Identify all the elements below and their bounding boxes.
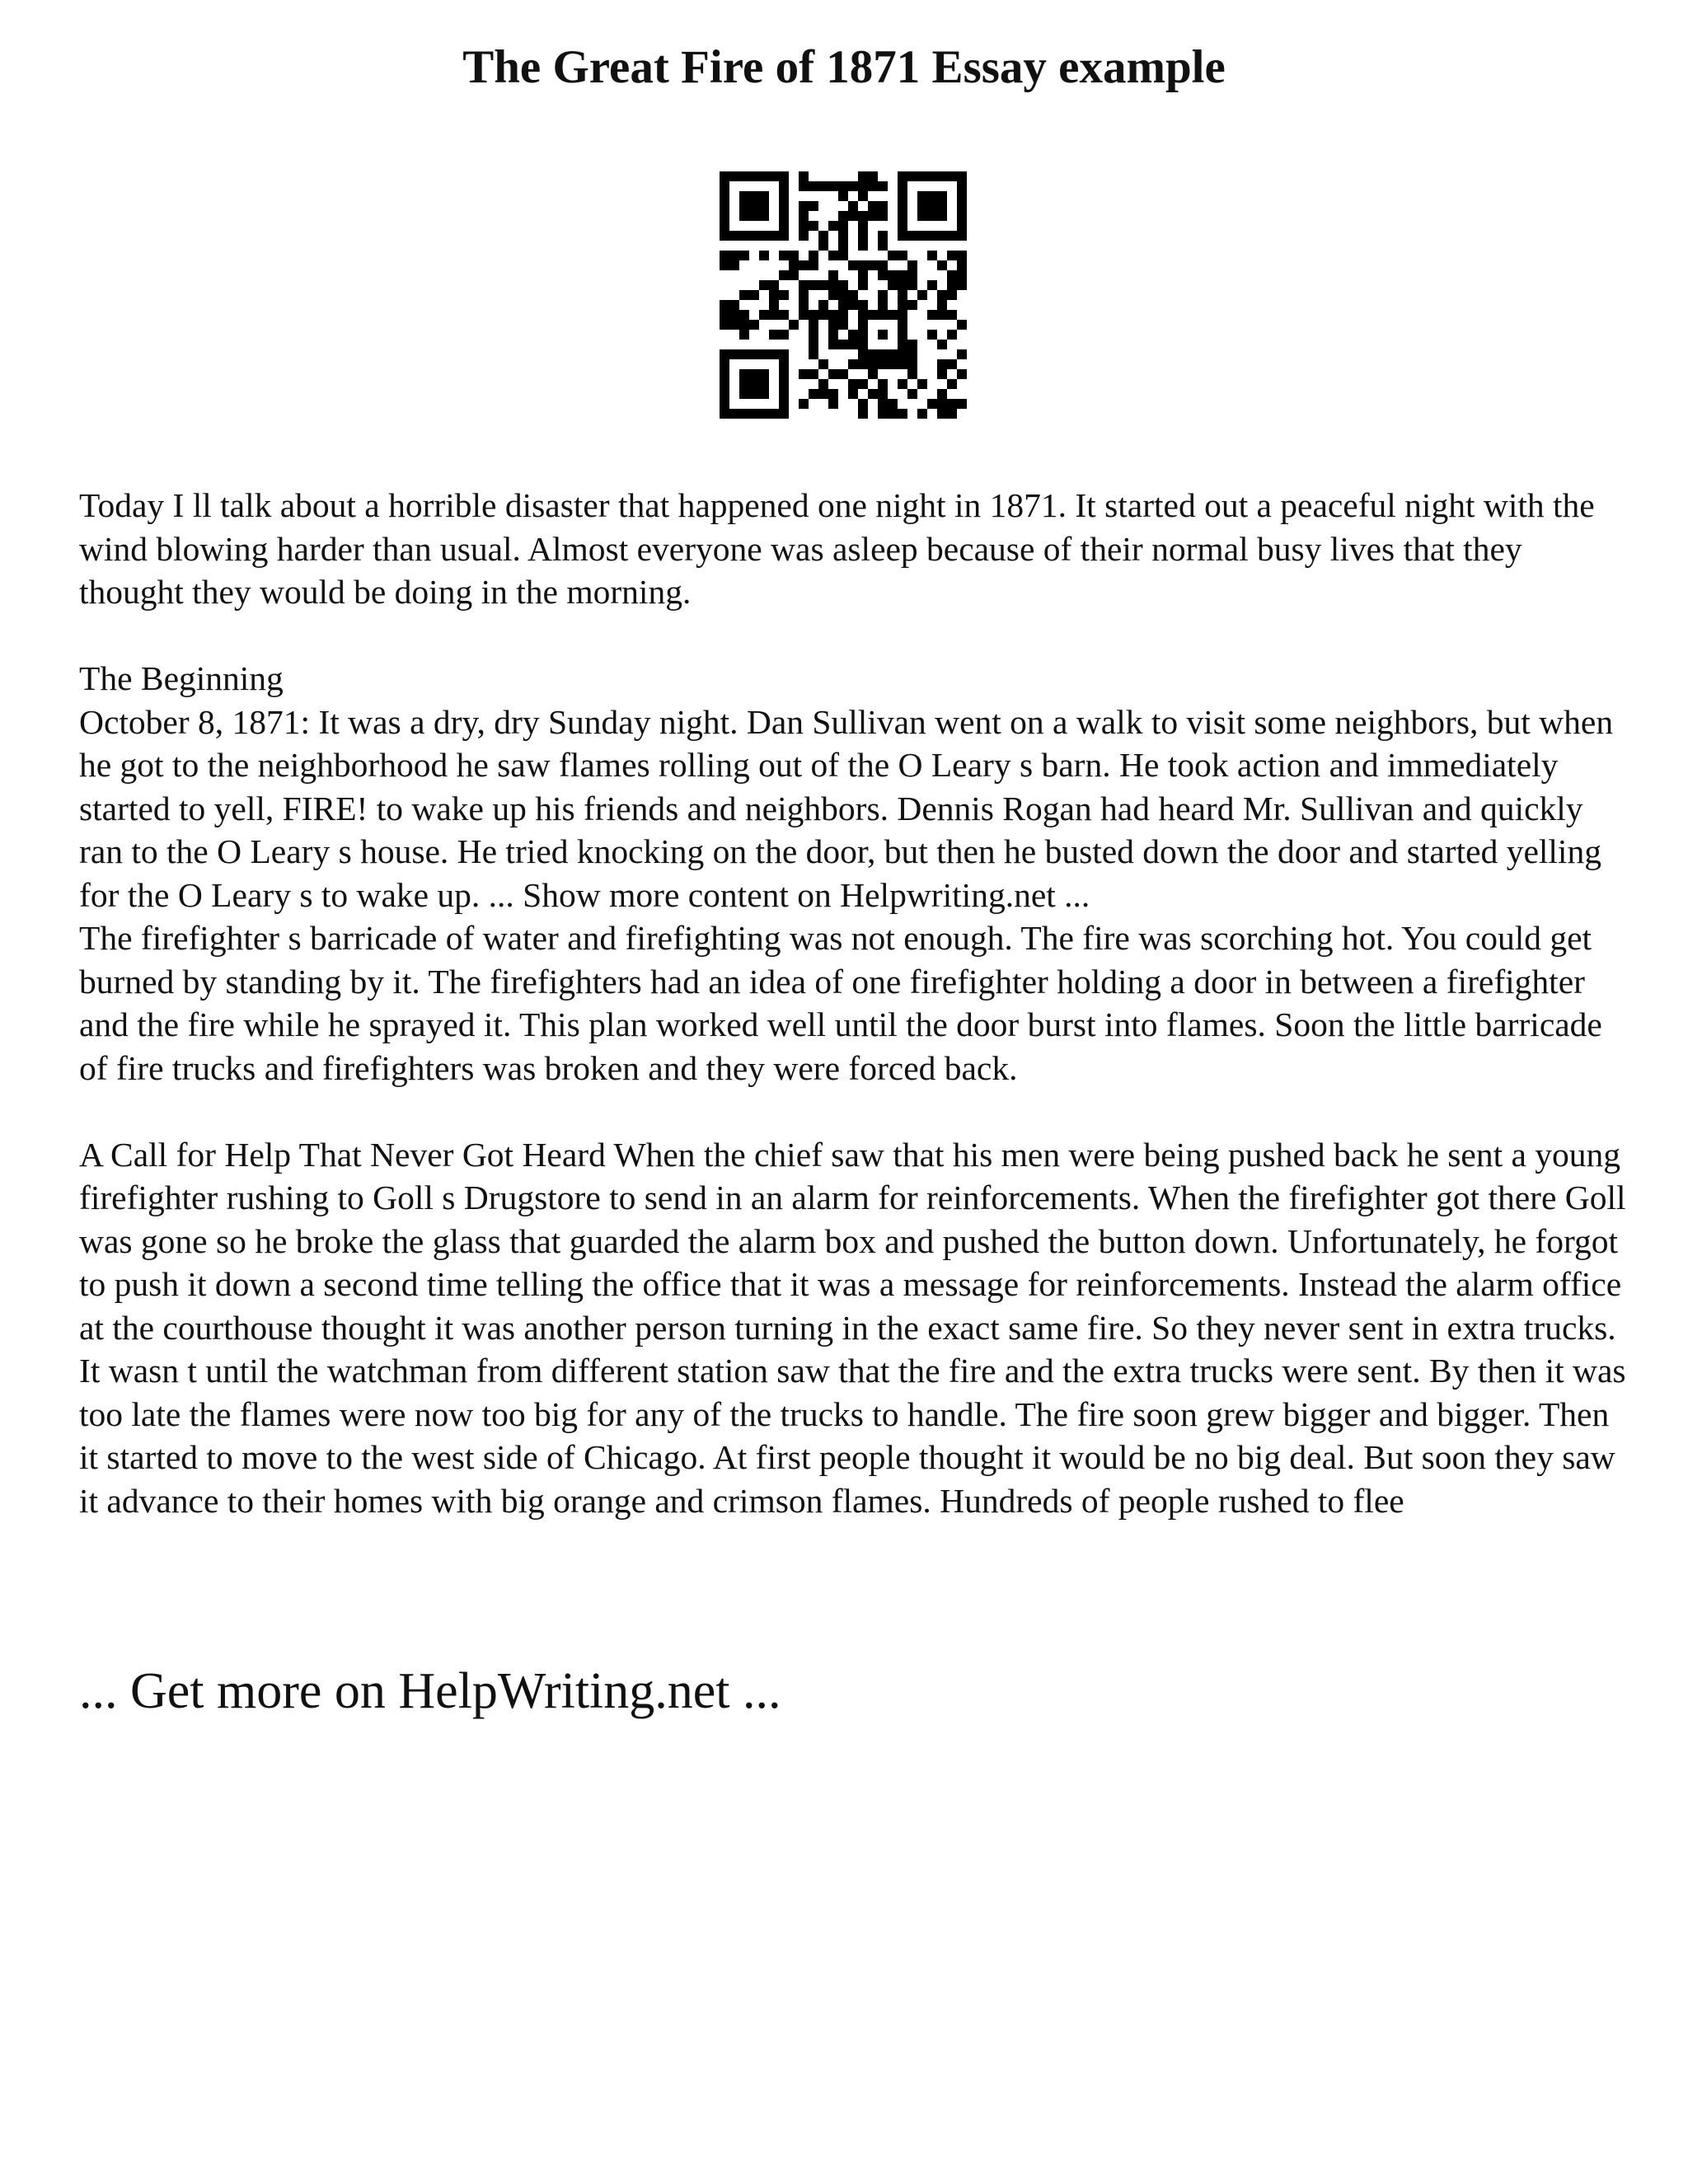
beginning-paragraph: October 8, 1871: It was a dry, dry Sunday night. Dan Sullivan went on a walk to visit some neighbors, but when he got to the neighborhood he saw flames rolling out of the O Leary s barn. He took action and immediately started to yell, FIRE! to wake up his friends and neighbors. Dennis Rogan had heard Mr. Sullivan and quickly ran to the O Leary s house. He tried knocking on the door, but then he busted down the door and started yelling for the O Leary s to wake up. ... Show more content on Helpwriting.net ... bbox=[79, 702, 1614, 914]
qr-code-icon[interactable] bbox=[720, 171, 967, 419]
section-heading-beginning: The Beginning bbox=[79, 659, 284, 697]
document-title: The Great Fire of 1871 Essay example bbox=[462, 41, 1226, 93]
call-for-help-paragraph: A Call for Help That Never Got Heard When the chief saw that his men were being pushed back he sent a young firefighter rushing to Goll s Drugstore to send in an alarm for reinforcements. When the firefighter got there Goll was gone so he broke the glass that guarded the alarm box and pushed the button down. Unfortunately, he forgot to push it down a second time telling the office that it was a message for reinforcements. Instead the alarm office at the courthouse thought it was another person turning in the exact same fire. So they never sent in extra trucks. It wasn t until the watchman from different station saw that the fire and the extra trucks were sent. By then it was too late the flames were now too big for any of the trucks to handle. The fire soon grew bigger and bigger. Then it started to move to the west side of Chicago. At first people thought it would be no big deal. But soon they saw it advance to their homes with big orange and crimson flames. Hundreds of people rushed to flee bbox=[79, 1135, 1626, 1520]
paragraph-gap bbox=[79, 614, 1629, 658]
essay-body bbox=[79, 484, 1629, 1522]
paragraph-gap bbox=[79, 1090, 1629, 1133]
barricade-paragraph: The firefighter s barricade of water and firefighting was not enough. The fire was scorching hot. You could get burned by standing by it. The firefighters had an idea of one firefighter holding a door in between a firefighter and the fire while he sprayed it. This plan worked well until the door burst into flames. Soon the little barricade of fire trucks and firefighters was broken and they were forced back. bbox=[79, 919, 1602, 1087]
intro-paragraph: Today I ll talk about a horrible disaster that happened one night in 1871. It started out a peaceful night with the wind blowing harder than usual. Almost everyone was asleep because of their normal busy lives that they thought they would be doing in the morning. bbox=[79, 486, 1595, 611]
get-more-link[interactable]: ... Get more on HelpWriting.net ... bbox=[79, 1663, 781, 1719]
